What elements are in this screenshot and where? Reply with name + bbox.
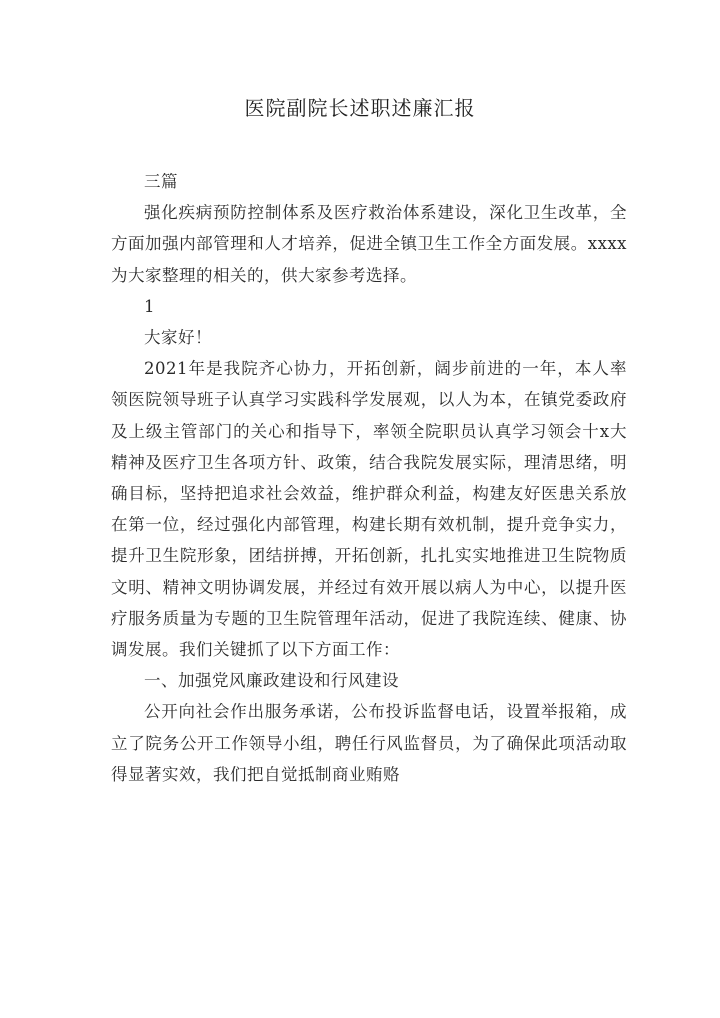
document-body xyxy=(111,166,627,790)
paragraph: 2021年是我院齐心协力，开拓创新，阔步前进的一年，本人率领医院领导班子认真学习实践科学发展观，以人为本，在镇党委政府及上级主管部门的关心和指导下，率领全院职员认真学习领会十x大精神及医疗卫生各项方针、政策，结合我院发展实际，理清思绪，明确目标，坚持把追求社会效益，维护群众利益，构建友好医患关系放在第一位，经过强化内部管理，构建长期有效机制，提升竞争实力，提升卫生院形象，团结拼搏，开拓创新，扎扎实实地推进卫生院物质文明、精神文明协调发展，并经过有效开展以病人为中心，以提升医疗服务质量为专题的卫生院管理年活动，促进了我院连续、健康、协调发展。我们关键抓了以下方面工作： xyxy=(111,359,627,660)
paragraph: 大家好！ xyxy=(144,328,212,348)
paragraph: 强化疾病预防控制体系及医疗救治体系建设，深化卫生改革，全方面加强内部管理和人才培养，促进全镇卫生工作全方面发展。xxxx为大家整理的相关的，供大家参考选择。 xyxy=(111,203,627,285)
paragraph: 公开向社会作出服务承诺，公布投诉监督电话，设置举报箱，成立了院务公开工作领导小组，聘任行风监督员，为了确保此项活动取得显著实效，我们把自觉抵制商业贿赂 xyxy=(111,702,627,784)
section-heading: 一、加强党风廉政建设和行风建设 xyxy=(144,671,399,691)
paragraph: 三篇 xyxy=(144,172,178,191)
document-title: 医院副院长述职述廉汇报 xyxy=(244,96,476,120)
paragraph: 1 xyxy=(144,296,155,316)
